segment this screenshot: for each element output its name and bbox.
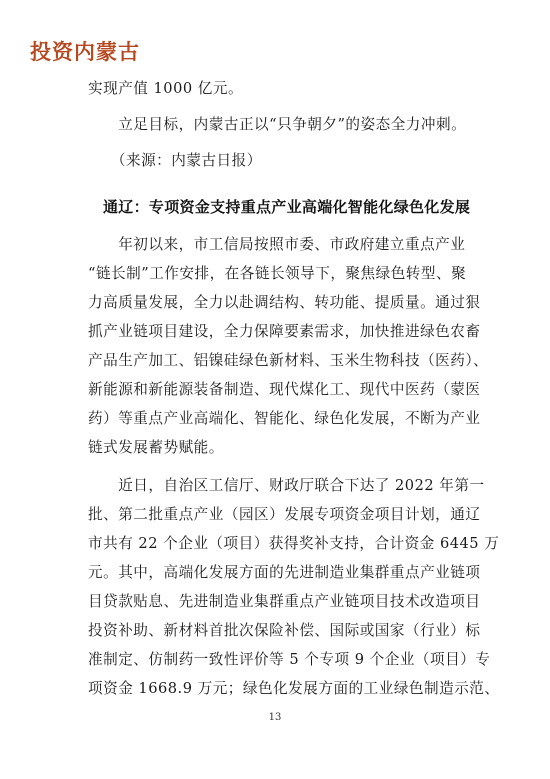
- paragraph-1-line: 年初以来，市工信局按照市委、市政府建立重点产业: [88, 236, 466, 253]
- section-heading: 通辽：专项资金支持重点产业高端化智能化绿色化发展: [103, 198, 471, 216]
- paragraph-1-line: 药）等重点产业高端化、智能化、绿色化发展，不断为产业: [88, 410, 481, 427]
- paragraph-2-line: 市共有 22 个企业（项目）获得奖补支持，合计资金 6445 万: [88, 535, 500, 552]
- paragraph-1-line: 产品生产加工、铝镍硅绿色新材料、玉米生物科技（医药）、: [88, 352, 489, 369]
- paragraph-1-line: 链式发展蓄势赋能。: [88, 439, 224, 456]
- paragraph-2-line: 目贷款贴息、先进制造业集群重点产业链项目技术改造项目: [88, 593, 481, 610]
- paragraph-1-line: 新能源和新能源装备制造、现代煤化工、现代中医药（蒙医: [88, 381, 481, 398]
- paragraph-2-line: 近日，自治区工信厅、财政厅联合下达了 2022 年第一: [88, 477, 485, 494]
- text-line: 实现产值 1000 亿元。: [88, 80, 244, 97]
- paragraph-1-line: 力高质量发展，全力以赴调结构、转功能、提质量。通过狠: [88, 294, 481, 311]
- paragraph-2-line: 准制定、仿制药一致性评价等 5 个专项 9 个企业（项目）专: [88, 651, 491, 668]
- paragraph-1-line: “链长制”工作安排，在各链长领导下，聚焦绿色转型、聚: [88, 265, 467, 282]
- paragraph-2-line: 投资补助、新材料首批次保险补偿、国际或国家（行业）标: [88, 622, 481, 639]
- paragraph-2-line: 元。其中，高端化发展方面的先进制造业集群重点产业链项: [88, 564, 481, 581]
- page-header-title: 投资内蒙古: [30, 40, 140, 64]
- text-line: （来源：内蒙古日报）: [88, 152, 262, 169]
- paragraph-1-line: 抓产业链项目建设，全力保障要素需求，加快推进绿色农畜: [88, 323, 481, 340]
- page-number: 13: [268, 712, 282, 723]
- paragraph-2-line: 批、第二批重点产业（园区）发展专项资金项目计划，通辽: [88, 506, 481, 523]
- paragraph-2-line: 项资金 1668.9 万元；绿色化发展方面的工业绿色制造示范、: [88, 680, 500, 697]
- text-line: 立足目标，内蒙古正以“只争朝夕”的姿态全力冲刺。: [88, 116, 467, 133]
